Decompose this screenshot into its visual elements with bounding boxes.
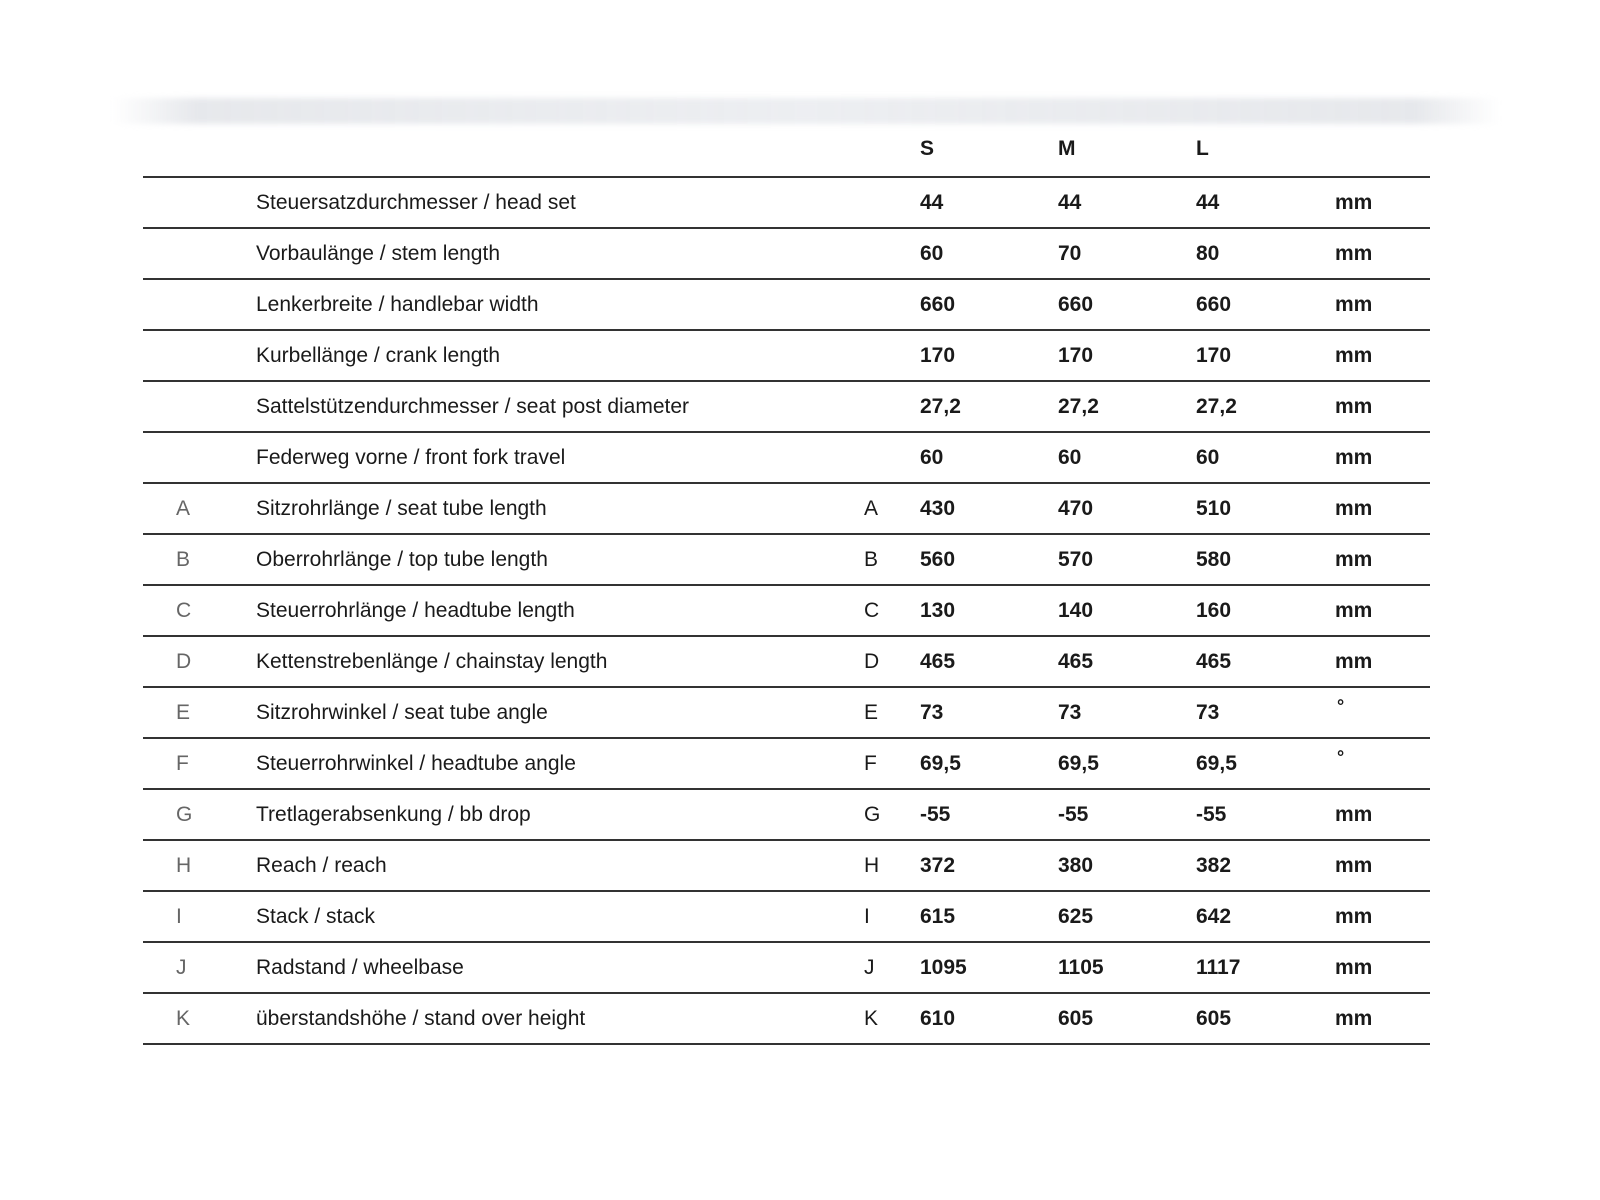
row-unit: °	[1337, 747, 1345, 767]
row-value-m: 470	[1058, 497, 1094, 520]
table-row	[143, 484, 1430, 535]
row-name: Radstand / wheelbase	[256, 956, 464, 979]
row-letter: F	[176, 752, 189, 775]
row-value-l: 642	[1196, 905, 1232, 928]
row-value-m: 27,2	[1058, 395, 1099, 418]
header-size-l: L	[1196, 137, 1209, 160]
row-value-l: 580	[1196, 548, 1232, 571]
row-code: H	[864, 854, 880, 877]
row-value-l: 382	[1196, 854, 1232, 877]
row-code: D	[864, 650, 880, 673]
row-value-s: 69,5	[920, 752, 961, 775]
row-code: C	[864, 599, 880, 622]
row-value-s: 60	[920, 242, 944, 265]
row-unit: mm	[1335, 395, 1373, 418]
row-letter: G	[176, 803, 193, 826]
table-row	[143, 280, 1430, 331]
row-value-s: -55	[920, 803, 951, 826]
table-row	[143, 892, 1430, 943]
row-unit: mm	[1335, 854, 1373, 877]
row-name: Stack / stack	[256, 905, 376, 928]
row-unit: mm	[1335, 1007, 1373, 1030]
row-name: Kurbellänge / crank length	[256, 344, 500, 367]
row-letter: I	[176, 905, 182, 928]
row-unit: mm	[1335, 497, 1373, 520]
row-code: G	[864, 803, 881, 826]
table-row	[143, 433, 1430, 484]
row-code: B	[864, 548, 879, 571]
row-name: Sitzrohrlänge / seat tube length	[256, 497, 547, 520]
row-code: I	[864, 905, 870, 928]
row-name: Kettenstrebenlänge / chainstay length	[256, 650, 608, 673]
row-value-m: 70	[1058, 242, 1082, 265]
row-value-s: 430	[920, 497, 956, 520]
header-size-m: M	[1058, 137, 1076, 160]
row-value-l: 73	[1196, 701, 1220, 724]
row-unit: mm	[1335, 191, 1373, 214]
row-value-m: 605	[1058, 1007, 1094, 1030]
row-value-m: 140	[1058, 599, 1094, 622]
table-header-row	[143, 127, 1430, 178]
row-value-s: 44	[920, 191, 944, 214]
row-value-l: 170	[1196, 344, 1232, 367]
row-value-s: 660	[920, 293, 956, 316]
row-value-m: -55	[1058, 803, 1089, 826]
row-value-l: 60	[1196, 446, 1220, 469]
row-value-l: 160	[1196, 599, 1232, 622]
table-row	[143, 586, 1430, 637]
row-value-l: 660	[1196, 293, 1232, 316]
row-value-l: 69,5	[1196, 752, 1237, 775]
row-value-l: 44	[1196, 191, 1220, 214]
row-value-m: 69,5	[1058, 752, 1099, 775]
row-value-s: 27,2	[920, 395, 961, 418]
row-value-s: 560	[920, 548, 956, 571]
row-letter: H	[176, 854, 192, 877]
row-code: J	[864, 956, 875, 979]
header-size-s: S	[920, 137, 935, 160]
row-value-l: 465	[1196, 650, 1232, 673]
row-value-l: 1117	[1196, 956, 1241, 979]
blurred-title-bar	[112, 98, 1500, 124]
table-row	[143, 229, 1430, 280]
row-value-s: 73	[920, 701, 944, 724]
table-row	[143, 688, 1430, 739]
row-unit: mm	[1335, 446, 1373, 469]
row-unit: mm	[1335, 344, 1373, 367]
row-name: Steuerrohrwinkel / headtube angle	[256, 752, 576, 775]
row-name: überstandshöhe / stand over height	[256, 1007, 586, 1030]
row-unit: mm	[1335, 599, 1373, 622]
table-row	[143, 382, 1430, 433]
row-name: Vorbaulänge / stem length	[256, 242, 501, 265]
row-value-s: 170	[920, 344, 956, 367]
row-value-l: -55	[1196, 803, 1227, 826]
row-value-m: 73	[1058, 701, 1082, 724]
row-value-s: 60	[920, 446, 944, 469]
table-row	[143, 841, 1430, 892]
row-name: Lenkerbreite / handlebar width	[256, 293, 539, 316]
row-value-l: 27,2	[1196, 395, 1237, 418]
table-row	[143, 739, 1430, 790]
row-code: K	[864, 1007, 879, 1030]
row-name: Sattelstützendurchmesser / seat post diameter	[256, 395, 690, 418]
row-name: Sitzrohrwinkel / seat tube angle	[256, 701, 548, 724]
table-row	[143, 331, 1430, 382]
row-unit: mm	[1335, 548, 1373, 571]
table-row	[143, 994, 1430, 1045]
row-letter: K	[176, 1007, 191, 1030]
row-letter: A	[176, 497, 191, 520]
row-unit: mm	[1335, 650, 1373, 673]
row-code: F	[864, 752, 877, 775]
row-value-s: 610	[920, 1007, 956, 1030]
row-name: Tretlagerabsenkung / bb drop	[256, 803, 531, 826]
row-unit: mm	[1335, 803, 1373, 826]
table-row	[143, 637, 1430, 688]
row-value-l: 510	[1196, 497, 1232, 520]
row-value-m: 170	[1058, 344, 1094, 367]
row-value-m: 60	[1058, 446, 1082, 469]
row-value-l: 80	[1196, 242, 1220, 265]
row-letter: B	[176, 548, 191, 571]
row-value-s: 372	[920, 854, 956, 877]
row-unit: mm	[1335, 242, 1373, 265]
row-letter: D	[176, 650, 192, 673]
row-name: Steuerrohrlänge / headtube length	[256, 599, 575, 622]
row-unit: °	[1337, 696, 1345, 716]
row-unit: mm	[1335, 956, 1373, 979]
row-value-m: 1105	[1058, 956, 1104, 979]
table-body	[143, 178, 1430, 1045]
row-name: Steuersatzdurchmesser / head set	[256, 191, 576, 214]
row-value-m: 660	[1058, 293, 1094, 316]
row-value-l: 605	[1196, 1007, 1232, 1030]
row-value-s: 1095	[920, 956, 967, 979]
row-value-s: 130	[920, 599, 956, 622]
table-row	[143, 943, 1430, 994]
row-value-m: 44	[1058, 191, 1082, 214]
table-row	[143, 790, 1430, 841]
table-row	[143, 535, 1430, 586]
row-letter: J	[176, 956, 187, 979]
row-name: Reach / reach	[256, 854, 387, 877]
table-row	[143, 178, 1430, 229]
row-value-s: 615	[920, 905, 956, 928]
row-value-m: 625	[1058, 905, 1094, 928]
row-value-s: 465	[920, 650, 956, 673]
row-value-m: 465	[1058, 650, 1094, 673]
row-value-m: 380	[1058, 854, 1094, 877]
geometry-table	[143, 127, 1430, 1045]
row-code: A	[864, 497, 879, 520]
row-value-m: 570	[1058, 548, 1094, 571]
row-name: Oberrohrlänge / top tube length	[256, 548, 548, 571]
row-unit: mm	[1335, 905, 1373, 928]
row-code: E	[864, 701, 879, 724]
row-letter: E	[176, 701, 191, 724]
row-letter: C	[176, 599, 192, 622]
row-unit: mm	[1335, 293, 1373, 316]
row-name: Federweg vorne / front fork travel	[256, 446, 566, 469]
